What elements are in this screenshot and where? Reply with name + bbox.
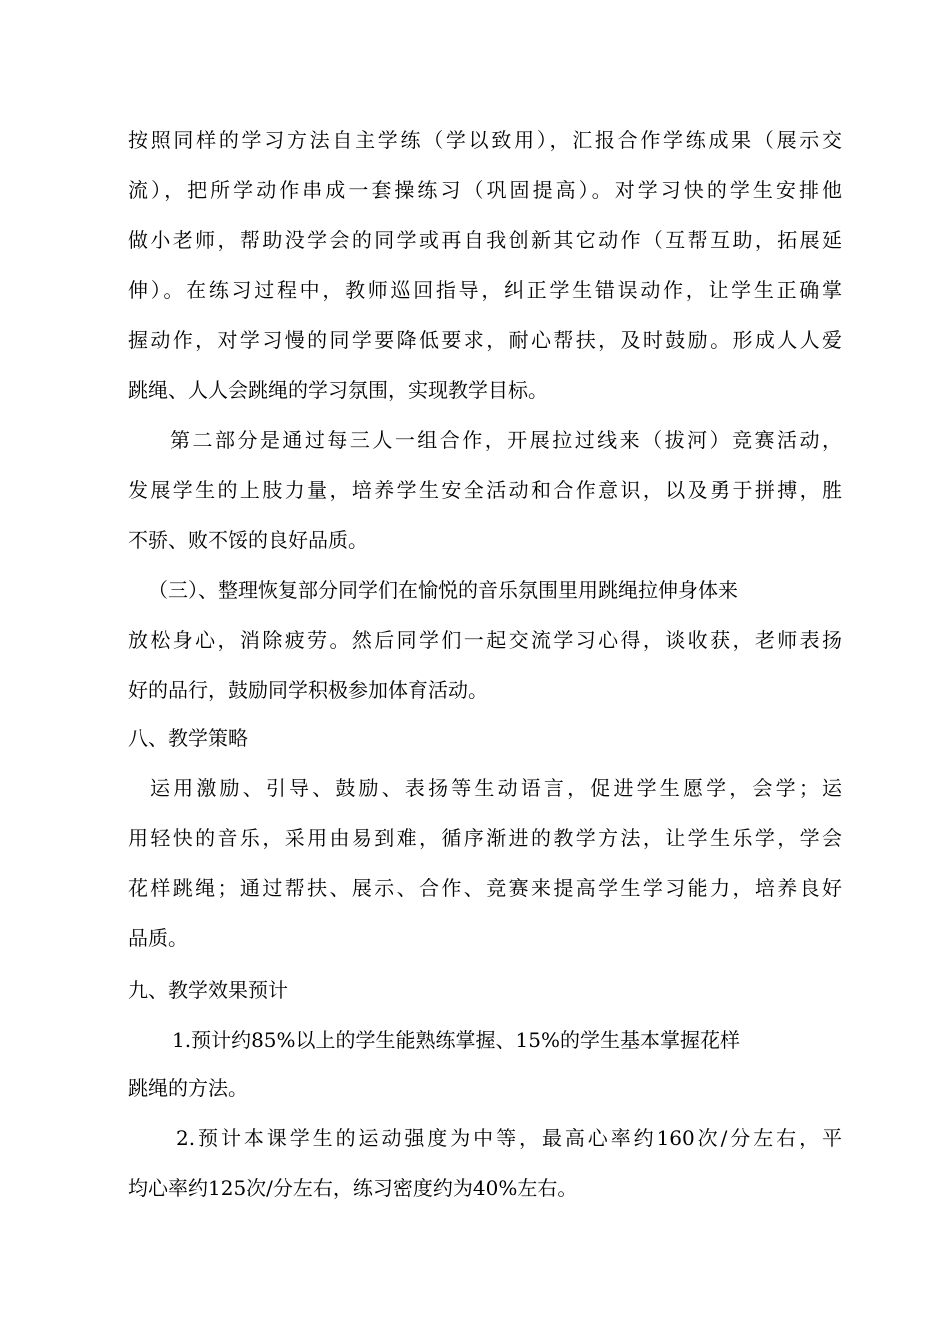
paragraph-1-line-5: 握动作，对学习慢的同学要降低要求，耐心帮扶，及时鼓励。形成人人爱 (128, 328, 842, 352)
paragraph-1-line-4: 伸）。在练习过程中，教师巡回指导，纠正学生错误动作，让学生正确掌 (128, 278, 842, 302)
section-heading-9: 九、教学效果预计 (128, 978, 288, 1002)
section-heading-8: 八、教学策略 (128, 726, 248, 750)
paragraph-2-line-1: 第二部分是通过每三人一组合作，开展拉过线来（拔河）竞赛活动， (170, 428, 842, 452)
paragraph-5-line-1: 1.预计约85%以上的学生能熟练掌握、15%的学生基本掌握花样 (172, 1028, 740, 1052)
paragraph-6-line-1: 2.预计本课学生的运动强度为中等，最高心率约160次/分左右，平 (176, 1126, 842, 1150)
paragraph-3-line-3: 好的品行，鼓励同学积极参加体育活动。 (128, 678, 488, 702)
paragraph-5-line-2: 跳绳的方法。 (128, 1076, 248, 1100)
paragraph-2-line-2: 发展学生的上肢力量，培养学生安全活动和合作意识，以及勇于拼搏，胜 (128, 478, 842, 502)
paragraph-1-line-2: 流），把所学动作串成一套操练习（巩固提高）。对学习快的学生安排他 (128, 178, 842, 202)
paragraph-2-line-3: 不骄、败不馁的良好品质。 (128, 528, 368, 552)
paragraph-4-line-4: 品质。 (128, 926, 188, 950)
paragraph-4-line-3: 花样跳绳；通过帮扶、展示、合作、竞赛来提高学生学习能力，培养良好 (128, 876, 842, 900)
paragraph-6-line-2: 均心率约125次/分左右，练习密度约为40%左右。 (128, 1176, 578, 1200)
paragraph-4-line-2: 用轻快的音乐，采用由易到难，循序渐进的教学方法，让学生乐学，学会 (128, 826, 842, 850)
paragraph-1-line-6: 跳绳、人人会跳绳的学习氛围，实现教学目标。 (128, 378, 548, 402)
paragraph-3-line-1: （三）、整理恢复部分同学们在愉悦的音乐氛围里用跳绳拉伸身体来 (148, 578, 738, 602)
paragraph-4-line-1: 运用激励、引导、鼓励、表扬等生动语言，促进学生愿学，会学；运 (150, 776, 842, 800)
paragraph-1-line-3: 做小老师，帮助没学会的同学或再自我创新其它动作（互帮互助，拓展延 (128, 228, 842, 252)
paragraph-3-line-2: 放松身心，消除疲劳。然后同学们一起交流学习心得，谈收获，老师表扬 (128, 628, 842, 652)
paragraph-1-line-1: 按照同样的学习方法自主学练（学以致用），汇报合作学练成果（展示交 (128, 128, 842, 152)
